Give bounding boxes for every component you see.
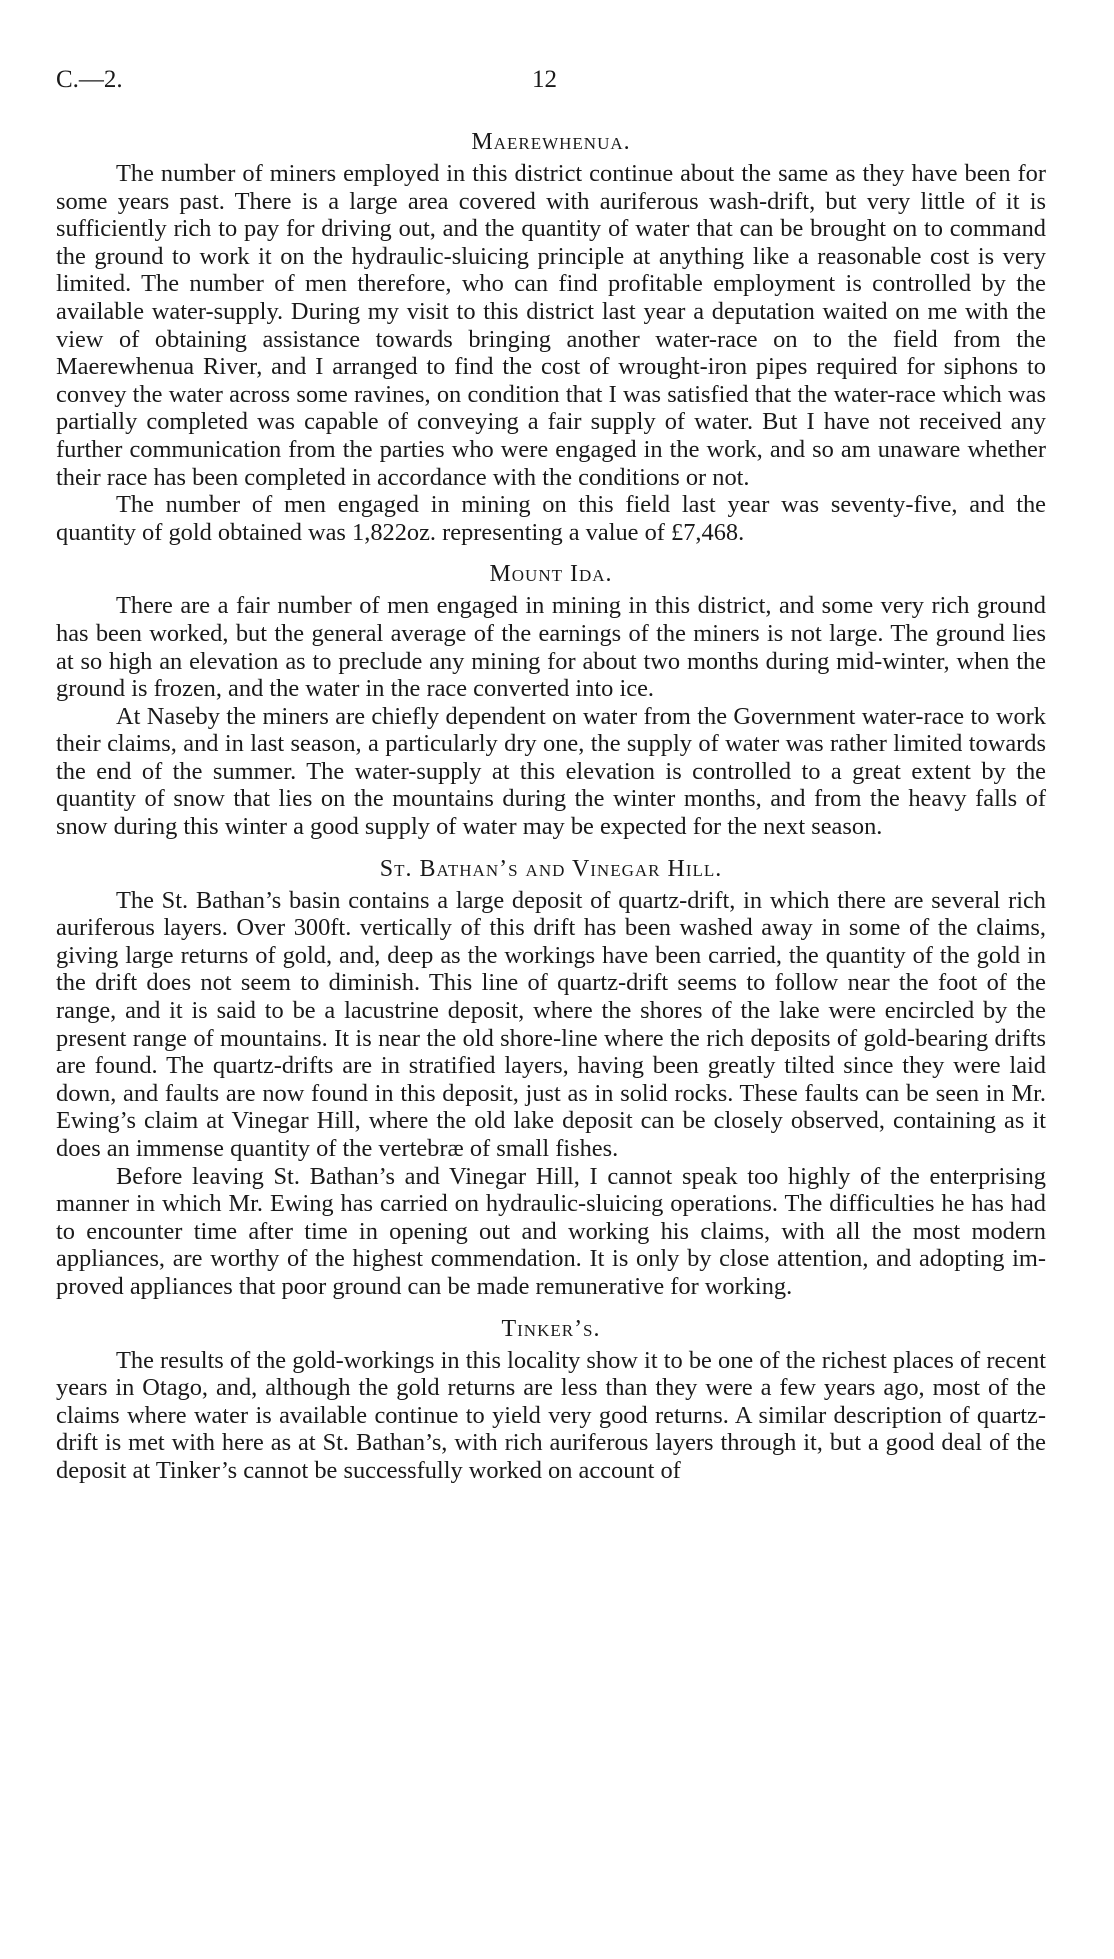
paragraph: The results of the gold-workings in this locality show it to be one of the richest places of recent years in Otago, and, although the gold returns are less than they were a few years ago, most of the claims where water is available continue to yield very good returns. A similar description of quartz-drift is met with here as at St. Bathan’s, with rich auriferous layers through it, but a good deal of the deposit at Tinker’s cannot be successfully worked on account of xyxy=(56,1346,1046,1484)
section-tinkers xyxy=(56,1315,1046,1485)
paragraph: The number of miners employed in this district continue about the same as they have been for some years past. There is a large area covered with auriferous wash-drift, but very little of it is sufficiently rich to pay for driving out, and the quantity of water that can be brought on to command the ground to work it on the hydraulic-sluicing principle at anything like a reasonable cost is very limited. The number of men therefore, who can find profitable employment is controlled by the available water-supply. During my visit to this district last year a deputation waited on me with the view of obtaining assistance towards bringing another water-race on to the field from the Maerewhenua River, and I arranged to find the cost of wrought-iron pipes required for siphons to convey the water across some ravines, on condition that I was satisfied that the water-race which was partially completed was capable of conveying a fair supply of water. But I have not received any further communication from the parties who were engaged in the work, and so am unaware whether their race has been completed in accordance with the conditions or not. xyxy=(56,160,1046,491)
paragraph: Before leaving St. Bathan’s and Vinegar Hill, I cannot speak too highly of the enterprising manner in which Mr. Ewing has carried on hydraulic-sluicing operations. The difficulties he has had to encounter time after time in opening out and working his claims, with all the most modern appliances, are worthy of the highest commendation. It is only by close attention, and adopting improved appliances that poor ground can be made remunerative for working. xyxy=(56,1162,1046,1300)
section-st-bathans xyxy=(56,855,1046,1301)
paragraph: There are a fair number of men engaged in mining in this district, and some very rich ground has been worked, but the general average of the earnings of the miners is not large. The ground lies at so high an elevation as to preclude any mining for about two months during mid-winter, when the ground is frozen, and the water in the race converted into ice. xyxy=(56,592,1046,703)
section-heading: Maerewhenua. xyxy=(471,129,631,155)
paragraph: The St. Bathan’s basin contains a large deposit of quartz-drift, in which there are several rich auriferous layers. Over 300ft. vertically of this drift has been washed away in some of the claims, giving large returns of gold, and, deep as the workings have been carried, the quantity of the gold in the drift does not seem to diminish. This line of quartz-drift seems to follow near the foot of the range, and it is said to be a lacustrine deposit, where the shores of the lake were encircled by the present range of mountains. It is near the old shore-line where the rich deposits of gold-bearing drifts are found. The quartz-drifts are in stratified layers, having been greatly tilted since they were laid down, and faults are now found in this deposit, just as in solid rocks. These faults can be seen in Mr. Ewing’s claim at Vinegar Hill, where the old lake deposit can be closely observed, containing as it does an immense quantity of the vertebræ of small fishes. xyxy=(56,886,1046,1162)
paragraph: At Naseby the miners are chiefly dependent on water from the Government water-race to work their claims, and in last season, a particularly dry one, the supply of water was rather limited towards the end of the summer. The water-supply at this elevation is controlled to a great extent by the quantity of snow that lies on the mountains during the winter months, and from the heavy falls of snow during this winter a good supply of water may be expected for the next season. xyxy=(56,702,1046,841)
page-header xyxy=(56,66,1046,106)
page-body xyxy=(56,128,1046,1499)
section-mount-ida xyxy=(56,560,1046,840)
document-reference: C.—2. xyxy=(56,66,123,93)
page-number: 12 xyxy=(532,66,557,93)
section-heading: Tinker’s. xyxy=(501,1315,601,1342)
section-maerewhenua xyxy=(56,128,1046,546)
section-heading: Mount Ida. xyxy=(489,561,613,588)
section-heading: St. Bathan’s and Vinegar Hill. xyxy=(379,855,723,882)
paragraph: The number of men engaged in mining on this field last year was seventy-five, and the quantity of gold obtained was 1,822oz. representing a value of £7,468. xyxy=(56,491,1046,546)
